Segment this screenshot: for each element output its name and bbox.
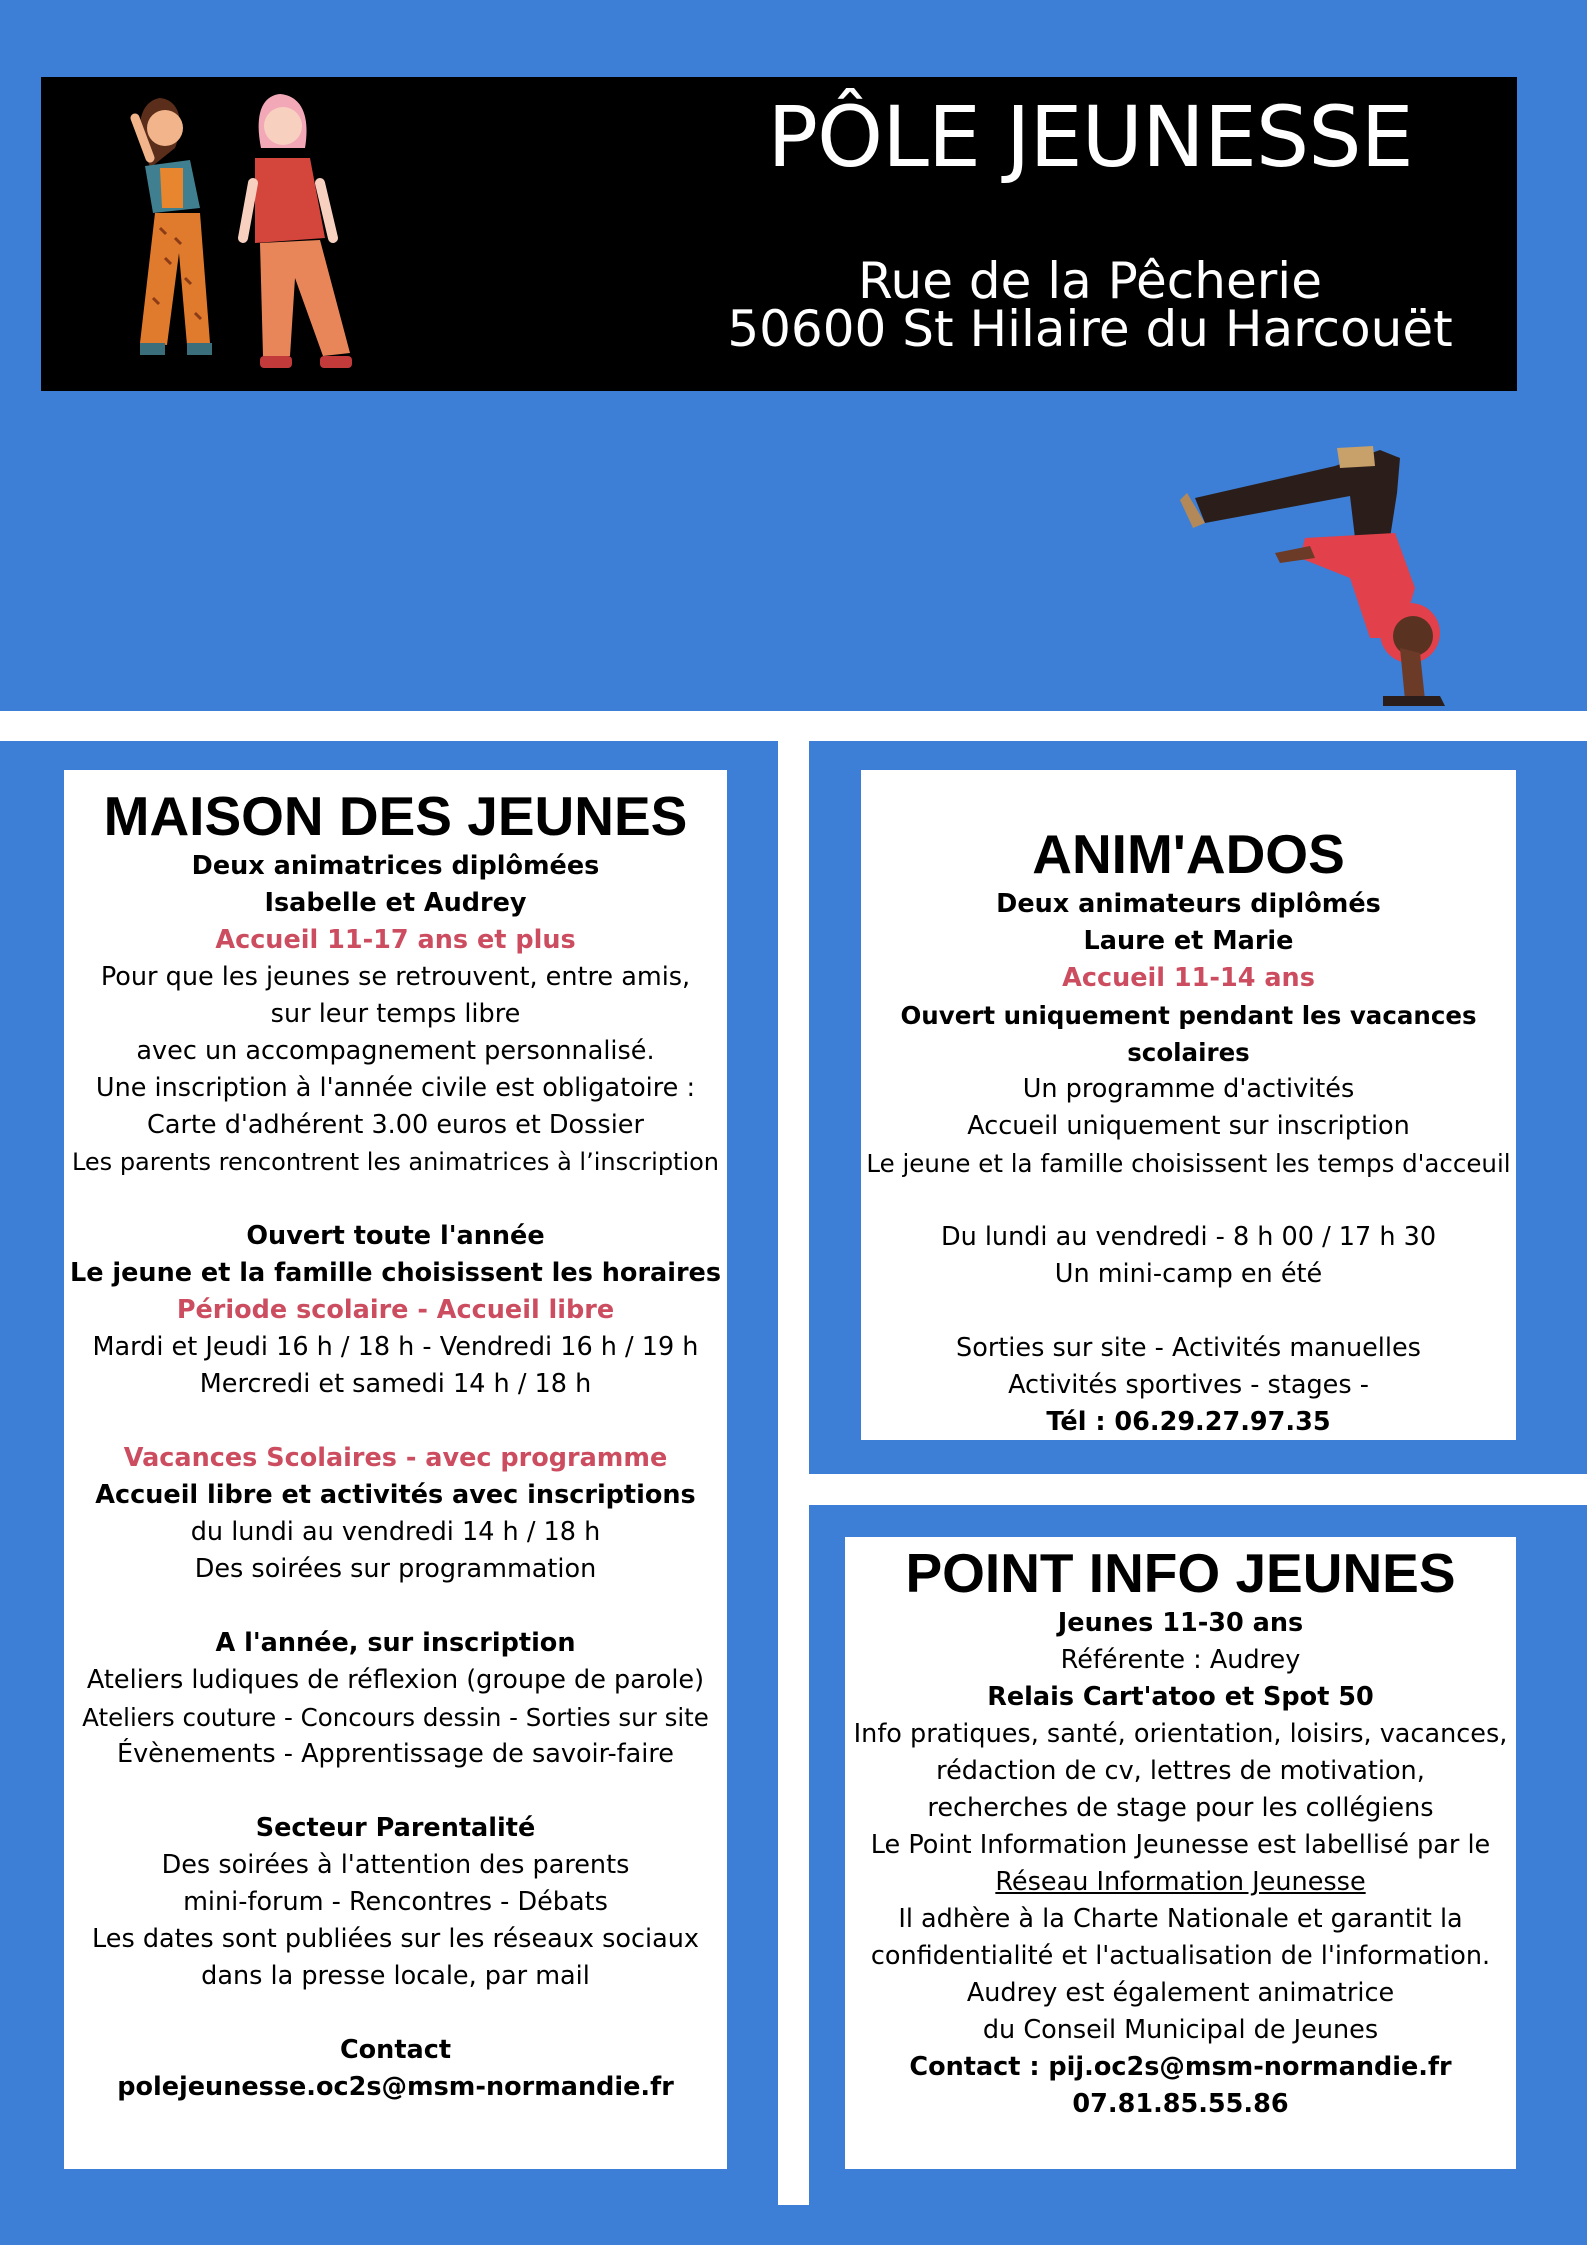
maison-contact-email: polejeunesse.oc2s@msm-normandie.fr xyxy=(117,2072,674,2102)
maison-line: Mercredi et samedi 14 h / 18 h xyxy=(199,1369,592,1399)
pij-line: Relais Cart'atoo et Spot 50 xyxy=(987,1682,1374,1712)
animados-line: Activités sportives - stages - xyxy=(1008,1370,1369,1400)
maison-line: dans la presse locale, par mail xyxy=(201,1961,590,1991)
maison-line: Accueil libre et activités avec inscriptions xyxy=(95,1480,696,1510)
maison-line: Des soirées à l'attention des parents xyxy=(161,1850,630,1880)
animados-card xyxy=(861,770,1516,1440)
pij-contact-email: Contact : pij.oc2s@msm-normandie.fr xyxy=(909,2052,1452,2082)
maison-line: Secteur Parentalité xyxy=(255,1813,536,1843)
bottom-strip xyxy=(0,2205,1587,2245)
maison-line: Accueil 11-17 ans et plus xyxy=(215,925,576,955)
address-street: Rue de la Pêcherie xyxy=(858,252,1322,310)
pij-line: rédaction de cv, lettres de motivation, xyxy=(936,1756,1425,1786)
maison-line: avec un accompagnement personnalisé. xyxy=(136,1036,655,1066)
two-girls-illustration xyxy=(105,88,365,384)
pij-line: du Conseil Municipal de Jeunes xyxy=(982,2015,1379,2045)
maison-des-jeunes-card xyxy=(64,770,727,2169)
pij-line: recherches de stage pour les collégiens xyxy=(927,1793,1434,1823)
animados-line: Du lundi au vendredi - 8 h 00 / 17 h 30 xyxy=(940,1222,1437,1252)
pij-phone: 07.81.85.55.86 xyxy=(1072,2089,1289,2119)
maison-line: Mardi et Jeudi 16 h / 18 h - Vendredi 16 h / 19 h xyxy=(92,1332,699,1362)
animados-line: Accueil uniquement sur inscription xyxy=(967,1111,1410,1141)
pij-line: Jeunes 11-30 ans xyxy=(1057,1608,1304,1638)
animados-phone: Tél : 06.29.27.97.35 xyxy=(1046,1407,1331,1437)
address-city: 50600 St Hilaire du Harcouët xyxy=(727,300,1453,358)
maison-line: Les dates sont publiées sur les réseaux sociaux xyxy=(92,1924,699,1954)
point-info-jeunes-card xyxy=(845,1537,1516,2169)
pij-line: Référente : Audrey xyxy=(1060,1645,1301,1675)
maison-line: mini-forum - Rencontres - Débats xyxy=(183,1887,608,1917)
maison-line: Ouvert toute l'année xyxy=(246,1221,545,1251)
pij-line: Audrey est également animatrice xyxy=(966,1978,1395,2008)
maison-line: Pour que les jeunes se retrouvent, entre amis, xyxy=(100,962,691,992)
maison-line: Une inscription à l'année civile est obligatoire : xyxy=(95,1073,696,1103)
maison-line: Période scolaire - Accueil libre xyxy=(176,1295,615,1325)
maison-title: MAISON DES JEUNES xyxy=(103,785,688,847)
page-title: PÔLE JEUNESSE xyxy=(767,88,1413,186)
pij-title: POINT INFO JEUNES xyxy=(905,1542,1456,1604)
pij-line: Le Point Information Jeunesse est labellisé par le xyxy=(870,1830,1491,1860)
animados-line: Sorties sur site - Activités manuelles xyxy=(956,1333,1421,1363)
maison-line: Vacances Scolaires - avec programme xyxy=(123,1443,668,1473)
maison-line: Isabelle et Audrey xyxy=(264,888,527,918)
maison-line: Carte d'adhérent 3.00 euros et Dossier xyxy=(147,1110,644,1140)
animados-line: Un mini-camp en été xyxy=(1054,1259,1323,1289)
pij-line: Info pratiques, santé, orientation, loisirs, vacances, xyxy=(853,1719,1508,1749)
maison-line: Les parents rencontrent les animatrices à l’inscription xyxy=(71,1148,720,1176)
maison-line: Des soirées sur programmation xyxy=(194,1554,597,1584)
maison-line: du lundi au vendredi 14 h / 18 h xyxy=(190,1517,601,1547)
animados-line: Accueil 11-14 ans xyxy=(1062,963,1315,993)
animados-line: Laure et Marie xyxy=(1083,926,1294,956)
animados-title: ANIM'ADOS xyxy=(1032,823,1345,885)
animados-line: Le jeune et la famille choisissent les temps d'acceuil xyxy=(866,1149,1511,1178)
animados-line: Ouvert uniquement pendant les vacances scolaires xyxy=(900,1001,1477,1067)
maison-line: A l'année, sur inscription xyxy=(215,1628,576,1658)
pij-line: Il adhère à la Charte Nationale et garantit la xyxy=(898,1904,1463,1934)
maison-line: Évènements - Apprentissage de savoir-faire xyxy=(116,1739,674,1769)
maison-line: Le jeune et la famille choisissent les horaires xyxy=(69,1258,722,1288)
animados-line: Deux animateurs diplômés xyxy=(996,889,1381,919)
reseau-information-jeunesse-link[interactable]: Réseau Information Jeunesse xyxy=(995,1867,1366,1897)
pij-line: confidentialité et l'actualisation de l'information. xyxy=(870,1941,1491,1971)
maison-line: Ateliers ludiques de réflexion (groupe de parole) xyxy=(86,1665,705,1695)
maison-line: Deux animatrices diplômées xyxy=(191,851,600,881)
maison-contact-label: Contact xyxy=(339,2035,452,2065)
handstand-dancer-illustration xyxy=(1175,438,1475,713)
maison-line: sur leur temps libre xyxy=(270,999,521,1029)
animados-line: Un programme d'activités xyxy=(1022,1074,1355,1104)
maison-line: Ateliers couture - Concours dessin - Sorties sur site xyxy=(82,1703,709,1732)
